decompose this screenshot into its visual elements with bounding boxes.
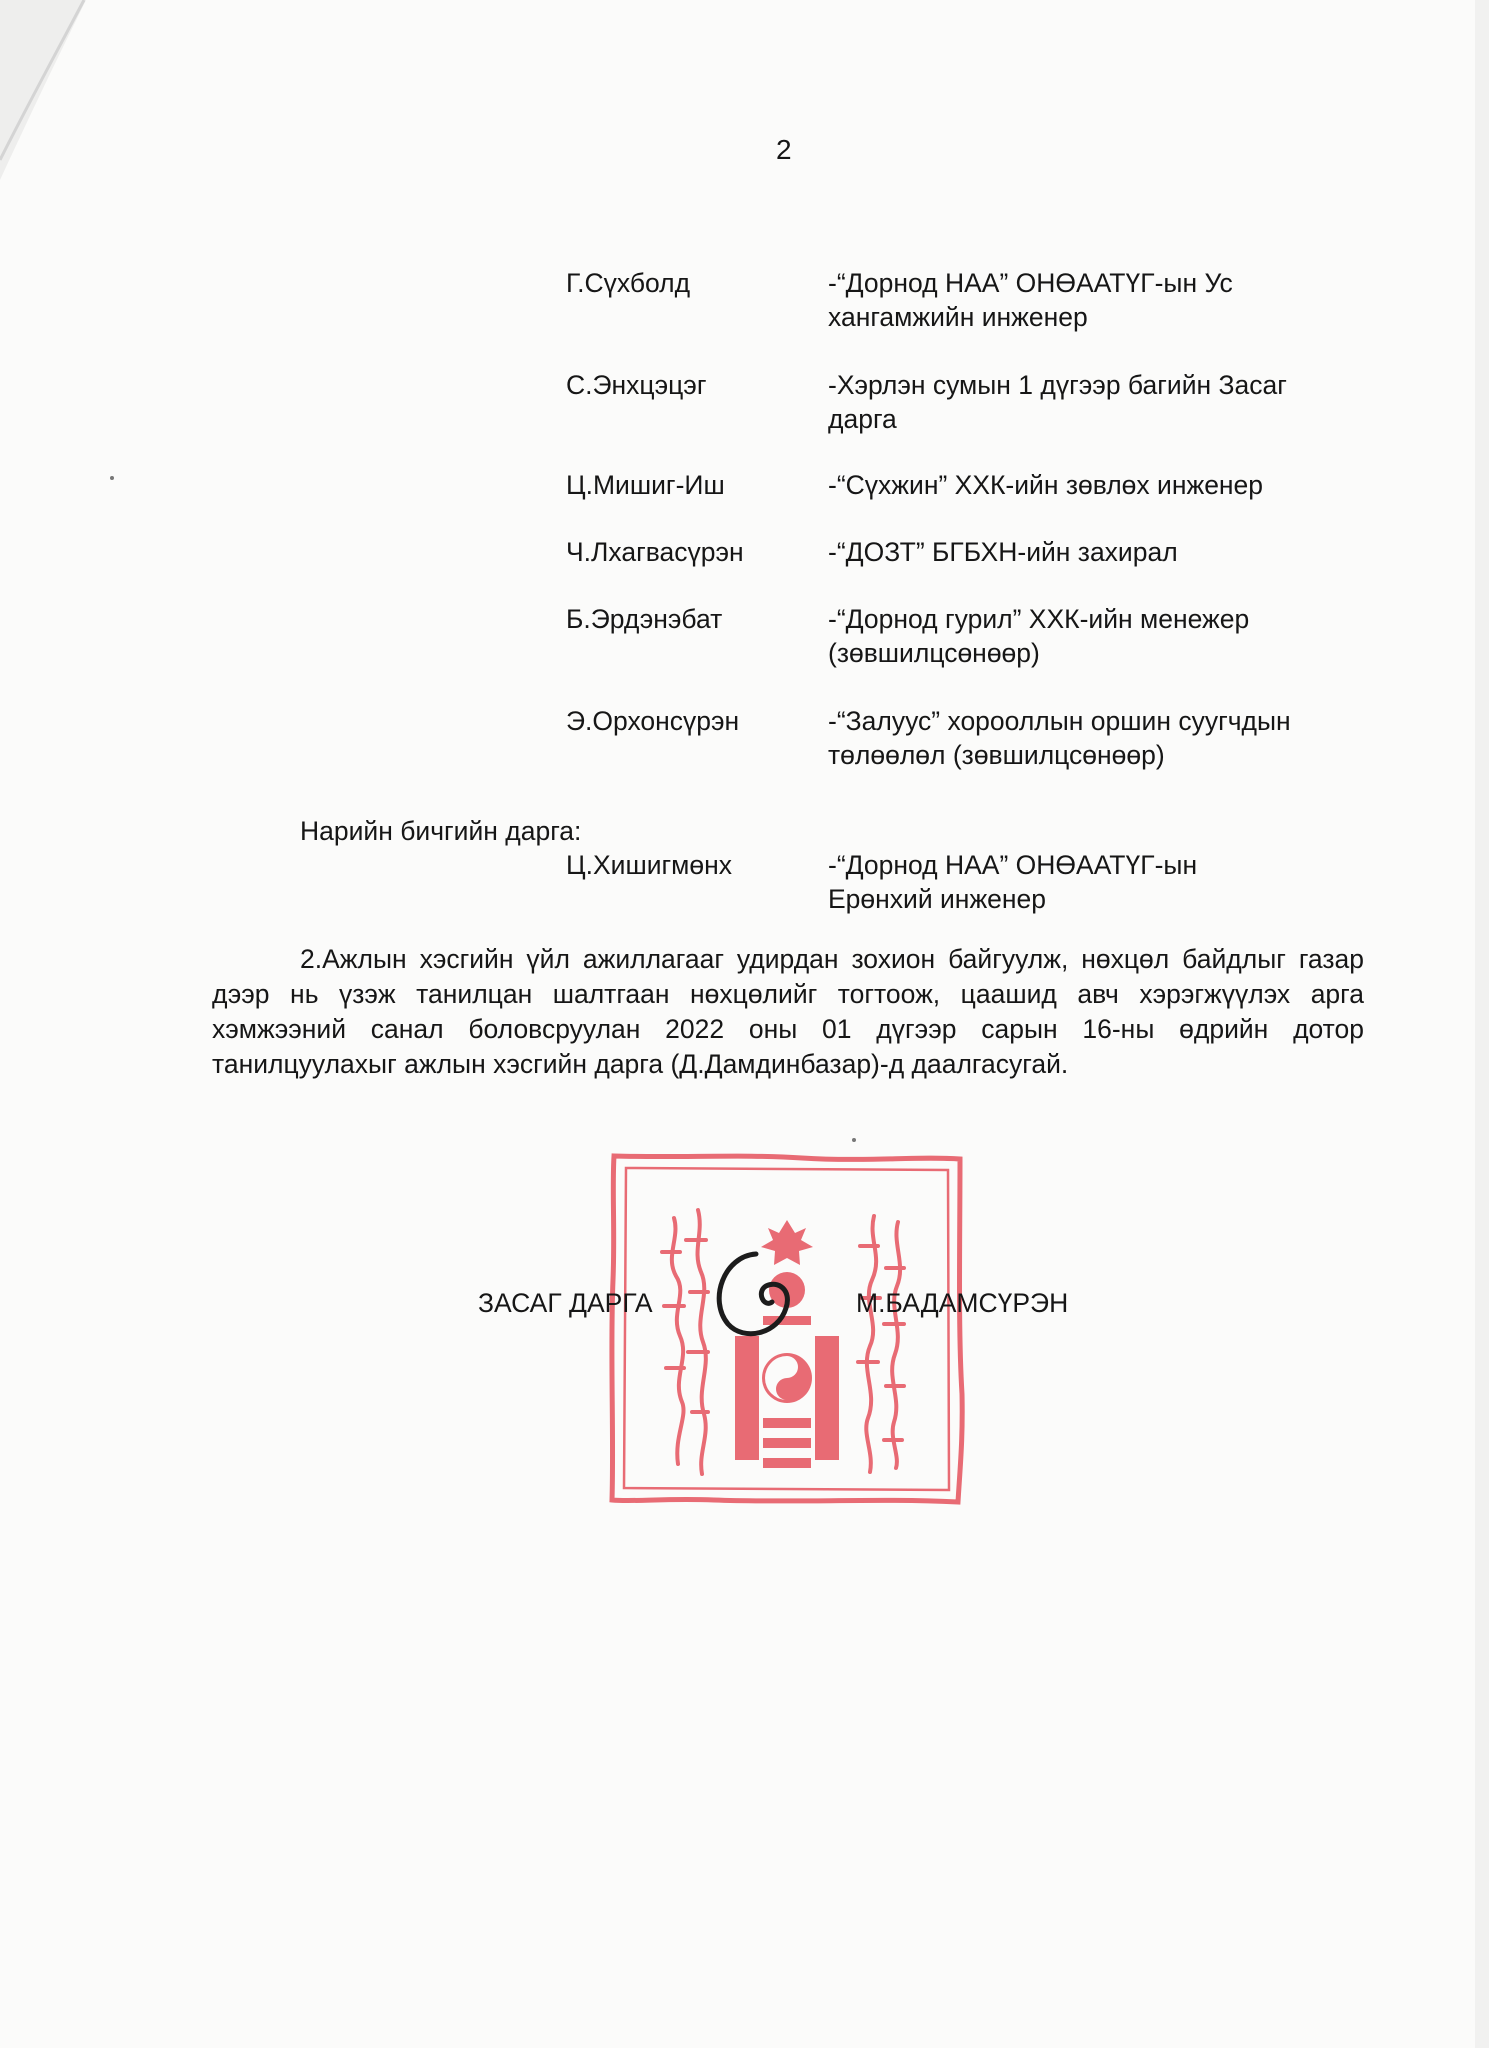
member-role [828,535,1368,569]
member-row [566,368,1386,436]
member-role-line: -“Сүхжин” ХХК-ийн зөвлөх инженер [828,470,1264,500]
member-role-line: -“ДОЗТ” БГБХН-ийн захирал [828,537,1178,567]
member-name: Г.Сүхболд [566,268,691,298]
member-name: Ч.Лхагвасүрэн [566,537,744,567]
member-name: С.Энхцэцэг [566,370,707,400]
member-name: Ц.Мишиг-Иш [566,470,725,500]
signature-title: ЗАСАГ ДАРГА [478,1288,653,1318]
member-row [566,704,1386,772]
member-role [828,266,1368,334]
member-role-line: (зөвшилцсөнөөр) [828,638,1040,668]
member-name: Э.Орхонсүрэн [566,706,740,736]
member-name: Б.Эрдэнэбат [566,604,723,634]
member-role-line: -Хэрлэн сумын 1 дүгээр багийн Засаг [828,370,1287,400]
secretary-member [566,848,1386,916]
member-role [828,848,1368,916]
member-role-line: -“Залуус” хорооллын оршин суугчдын [828,706,1291,736]
working-group-members [566,266,1386,772]
scan-speck [110,476,114,480]
member-role [828,602,1368,670]
member-role-line: дарга [828,404,897,434]
handwritten-signature-icon [700,1238,820,1348]
member-role-line: төлөөлөл (зөвшилцсөнөөр) [828,740,1165,770]
secretary-label: Нарийн бичгийн дарга: [300,816,582,846]
page-number: 2 [776,134,792,165]
member-role-line: Ерөнхий инженер [828,884,1047,914]
member-row [566,602,1386,670]
assignment-paragraph: 2.Ажлын хэсгийн үйл ажиллагааг удирдан зохион байгуулж, нөхцөл байдлыг газар дээр нь үзэж танилцан шалтгаан нөхцөлийг тогтоож, цаашид авч хэрэгжүүлэх арга хэмжээний санал боловсруулан 2022 оны 01 дүгээр сарын 16-ны өдрийн дотор танилцуулахыг ажлын хэсгийн дарга (Д.Дамдинбазар)-д даалгасугай. [212,944,1364,1079]
member-role [828,468,1368,502]
member-role-line: -“Дорнод НАА” ОНӨААТҮГ-ын [828,850,1198,880]
scan-speck [852,1138,856,1142]
member-role [828,704,1368,772]
member-row [566,266,1386,334]
member-row [566,848,1386,916]
member-name: Ц.Хишигмөнх [566,850,733,880]
signature-name: М.БАДАМСҮРЭН [856,1288,1069,1318]
member-row [566,468,1386,502]
member-role-line: -“Дорнод НАА” ОНӨААТҮГ-ын Ус [828,268,1233,298]
member-role [828,368,1368,436]
member-role-line: -“Дорнод гурил” ХХК-ийн менежер [828,604,1250,634]
member-role-line: хангамжийн инженер [828,302,1088,332]
member-row [566,535,1386,569]
